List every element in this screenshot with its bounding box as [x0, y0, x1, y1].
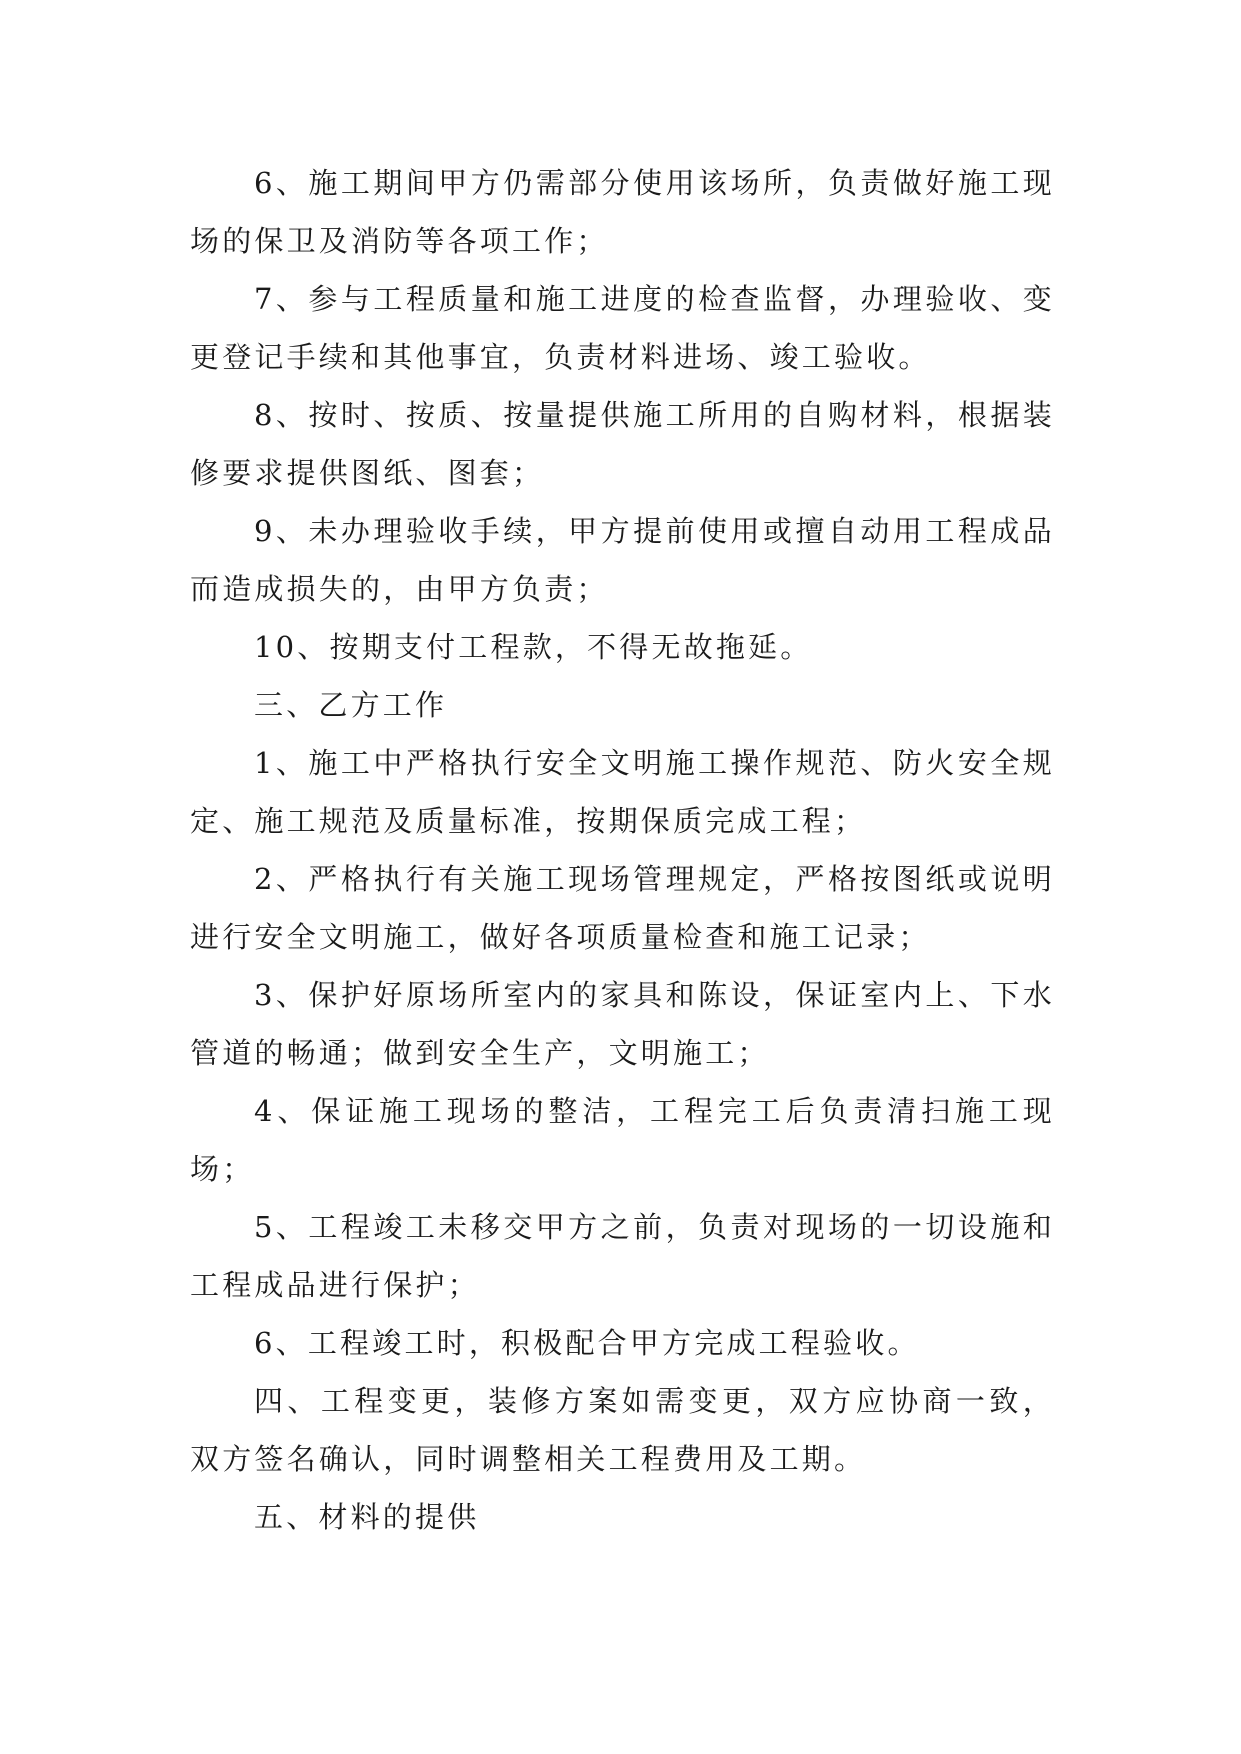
paragraph-b2-site-management: 2、严格执行有关施工现场管理规定，严格按图纸或说明进行安全文明施工，做好各项质量检查和施工记录； [190, 862, 1055, 954]
section-heading-party-b: 三、乙方工作 [254, 688, 448, 722]
paragraph-b4-cleanliness: 4、保证施工现场的整洁，工程完工后负责清扫施工现场； [190, 1094, 1055, 1186]
paragraph-7-quality-inspection: 7、参与工程质量和施工进度的检查监督，办理验收、变更登记手续和其他事宜，负责材料进场、竣工验收。 [190, 282, 1055, 374]
paragraph-b5-handover: 5、工程竣工未移交甲方之前，负责对现场的一切设施和工程成品进行保护； [190, 1210, 1055, 1302]
paragraph-6-site-use: 6、施工期间甲方仍需部分使用该场所，负责做好施工现场的保卫及消防等各项工作； [190, 166, 1055, 258]
paragraph-10-payment: 10、按期支付工程款，不得无故拖延。 [254, 630, 813, 664]
paragraph-8-materials: 8、按时、按质、按量提供施工所用的自购材料，根据装修要求提供图纸、图套； [190, 398, 1055, 490]
paragraph-b1-safety: 1、施工中严格执行安全文明施工操作规范、防火安全规定、施工规范及质量标准，按期保质完成工程； [190, 746, 1055, 838]
paragraph-9-early-use: 9、未办理验收手续，甲方提前使用或擅自动用工程成品而造成损失的，由甲方负责； [190, 514, 1055, 606]
section-heading-materials: 五、材料的提供 [254, 1500, 480, 1534]
paragraph-b6-acceptance: 6、工程竣工时，积极配合甲方完成工程验收。 [254, 1326, 920, 1360]
section-heading-changes: 四、工程变更，装修方案如需变更，双方应协商一致，双方签名确认，同时调整相关工程费用及工期。 [190, 1384, 1055, 1476]
paragraph-b3-protection: 3、保护好原场所室内的家具和陈设，保证室内上、下水管道的畅通；做到安全生产，文明施工； [190, 978, 1055, 1070]
document-body [190, 154, 1055, 1546]
